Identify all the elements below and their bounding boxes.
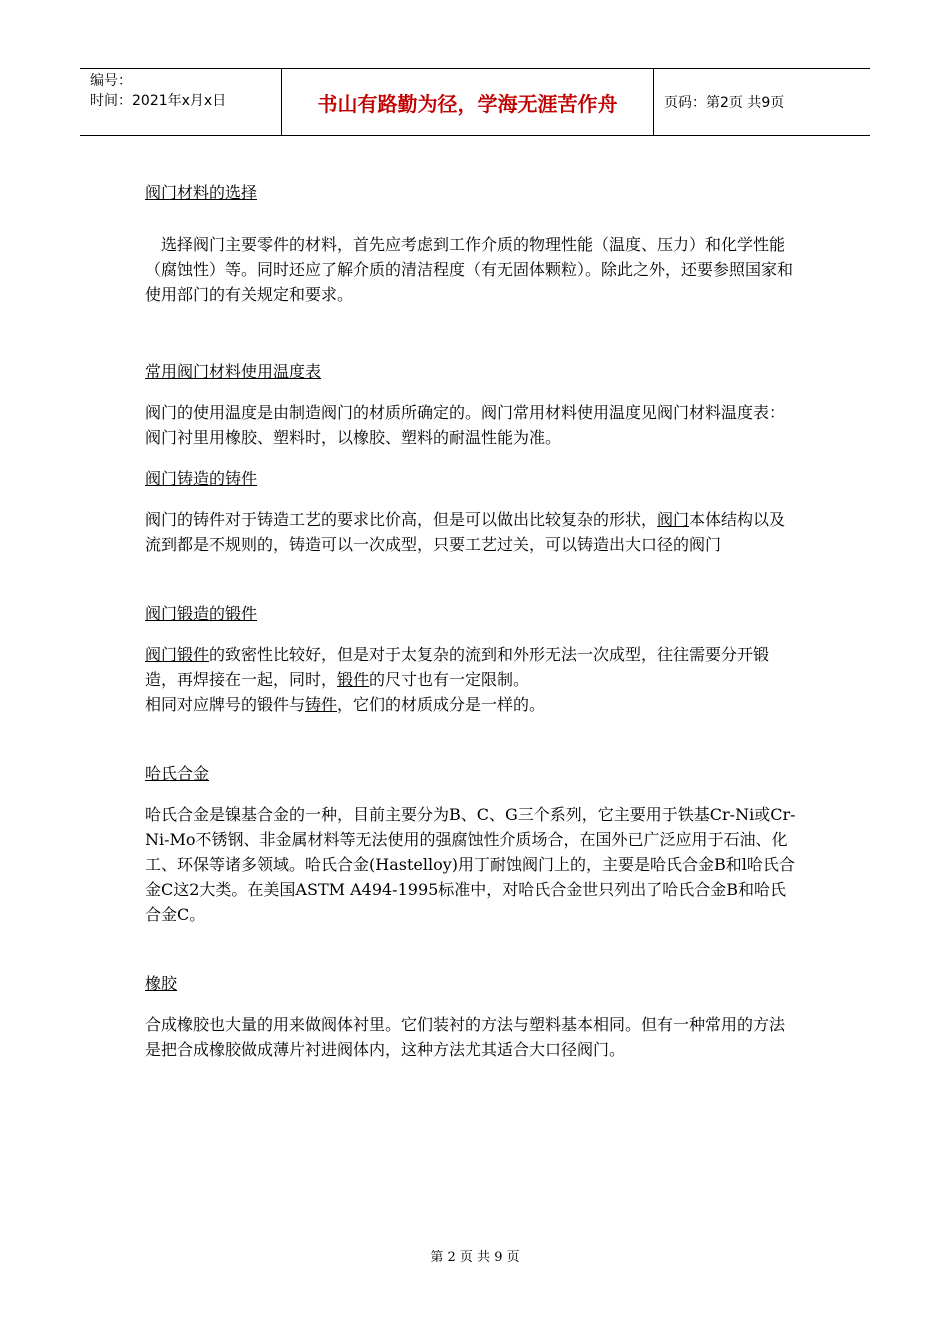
section-paragraph [145, 507, 800, 557]
section-paragraph: 哈氏合金是镍基合金的一种，目前主要分为B、C、G三个系列，它主要用于铁基Cr-Ni或Cr-Ni-Mo不锈钢、非金属材料等无法使用的强腐蚀性介质场合，在国外已广泛应用于石油、化工、环保等诸多领域。哈氏合金(Hastelloy)用丁耐蚀阀门上的，主要是哈氏合金B和l哈氏合金C这2大类。在美国ASTM A494-1995标准中，对哈氏合金世只列出了哈氏合金B和哈氏合金C。 [145, 805, 796, 924]
paragraph-text: 阀门的铸件对于铸造工艺的要求比价高，但是可以做出比较复杂的形状， [145, 510, 658, 529]
document-time-label: 时间：2021年x月x日 [90, 93, 227, 109]
link-valve-forging[interactable]: 阀门锻件 [145, 645, 210, 664]
section-heading: 哈氏合金 [145, 764, 210, 783]
page-header [80, 68, 870, 136]
link-casting[interactable]: 铸件 [305, 695, 338, 714]
section-heading: 常用阀门材料使用温度表 [145, 362, 322, 381]
paragraph-text: 相同对应牌号的锻件与 [145, 695, 306, 714]
paragraph-text: 的致密性比较好，但是对于太复杂的流到和外形无法一次成型，往往需要分开锻造，再焊接在一起，同时， [145, 645, 770, 689]
section-paragraph: 合成橡胶也大量的用来做阀体衬里。它们装衬的方法与塑料基本相同。但有一种常用的方法是把合成橡胶做成薄片衬进阀体内，这种方法尤其适合大口径阀门。 [145, 1015, 786, 1059]
section-heading: 阀门材料的选择 [145, 183, 258, 202]
page-footer: 第 2 页 共 9 页 [430, 1250, 520, 1265]
section-heading: 橡胶 [145, 974, 178, 993]
paragraph-text: ，它们的材质成分是一样的。 [337, 695, 546, 714]
header-motto: 书山有路勤为径，学海无涯苦作舟 [282, 69, 654, 135]
document-number-label: 编号： [90, 73, 132, 89]
section-heading: 阀门锻造的锻件 [145, 604, 258, 623]
document-body [145, 180, 800, 1062]
section-paragraph: 阀门的使用温度是由制造阀门的材质所确定的。阀门常用材料使用温度见阀门材料温度表：阀门衬里用橡胶、塑料时，以橡胶、塑料的耐温性能为准。 [145, 403, 786, 447]
header-page-info: 页码：第2页 共9页 [664, 95, 785, 111]
section-paragraph: 选择阀门主要零件的材料，首先应考虑到工作介质的物理性能（温度、压力）和化学性能（腐蚀性）等。同时还应了解介质的清洁程度（有无固体颗粒）。除此之外，还要参照国家和使用部门的有关规定和要求。 [145, 235, 794, 304]
section-paragraph [145, 692, 800, 717]
link-valve[interactable]: 阀门 [657, 510, 690, 529]
paragraph-text: 的尺寸也有一定限制。 [369, 670, 530, 689]
paragraph-text: 本体结构以及流到都是不规则的，铸造可以一次成型，只要工艺过关，可以铸造出大口径的阀门 [145, 510, 786, 554]
link-forging[interactable]: 锻件 [337, 670, 370, 689]
section-heading: 阀门铸造的铸件 [145, 469, 258, 488]
section-paragraph [145, 642, 800, 692]
header-meta [80, 69, 282, 135]
